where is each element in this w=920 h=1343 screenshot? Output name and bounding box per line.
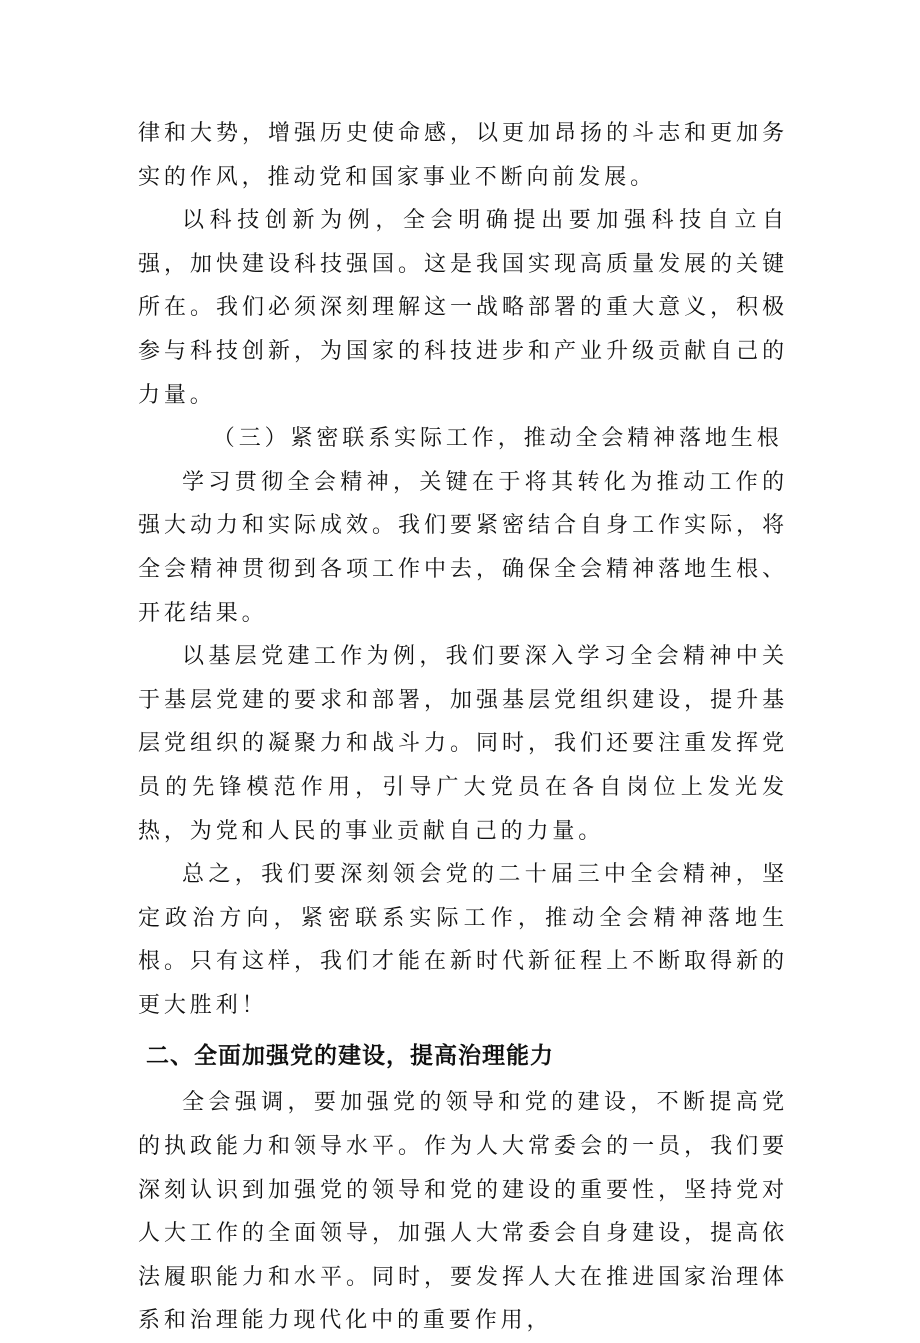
paragraph-party-building: 全会强调，要加强党的领导和党的建设，不断提高党的执政能力和领导水平。作为人大常委会的一员，我们要深刻认识到加强党的领导和党的建设的重要性，坚持党对人大工作的全面领导，加强人大常委会自身建设，提高依法履职能力和水平。同时，要发挥人大在推进国家治理体系和治理能力现代化中的重要作用，	[138, 1090, 788, 1334]
paragraph-implementation: 学习贯彻全会精神，关键在于将其转化为推动工作的强大动力和实际成效。我们要紧密结合自身工作实际，将全会精神贯彻到各项工作中去，确保全会精神落地生根、开花结果。	[138, 469, 788, 626]
section-heading-2: 二、全面加强党的建设，提高治理能力	[146, 1043, 554, 1070]
paragraph-continued: 律和大势，增强历史使命感，以更加昂扬的斗志和更加务实的作风，推动党和国家事业不断向前发展。	[138, 121, 788, 190]
paragraph-grassroots: 以基层党建工作为例，我们要深入学习全会精神中关于基层党建的要求和部署，加强基层党组织建设，提升基层党组织的凝聚力和战斗力。同时，我们还要注重发挥党员的先锋模范作用，引导广大党员在各自岗位上发光发热，为党和人民的事业贡献自己的力量。	[138, 644, 788, 844]
paragraph-tech-innovation: 以科技创新为例，全会明确提出要加强科技自立自强，加快建设科技强国。这是我国实现高质量发展的关键所在。我们必须深刻理解这一战略部署的重大意义，积极参与科技创新，为国家的科技进步和产业升级贡献自己的力量。	[138, 208, 788, 408]
document-page	[138, 113, 788, 1343]
paragraph-conclusion: 总之，我们要深刻领会党的二十届三中全会精神，坚定政治方向，紧密联系实际工作，推动全会精神落地生根。只有这样，我们才能在新时代新征程上不断取得新的更大胜利！	[138, 862, 788, 1018]
subsection-heading-3: （三）紧密联系实际工作，推动全会精神落地生根	[212, 426, 783, 452]
